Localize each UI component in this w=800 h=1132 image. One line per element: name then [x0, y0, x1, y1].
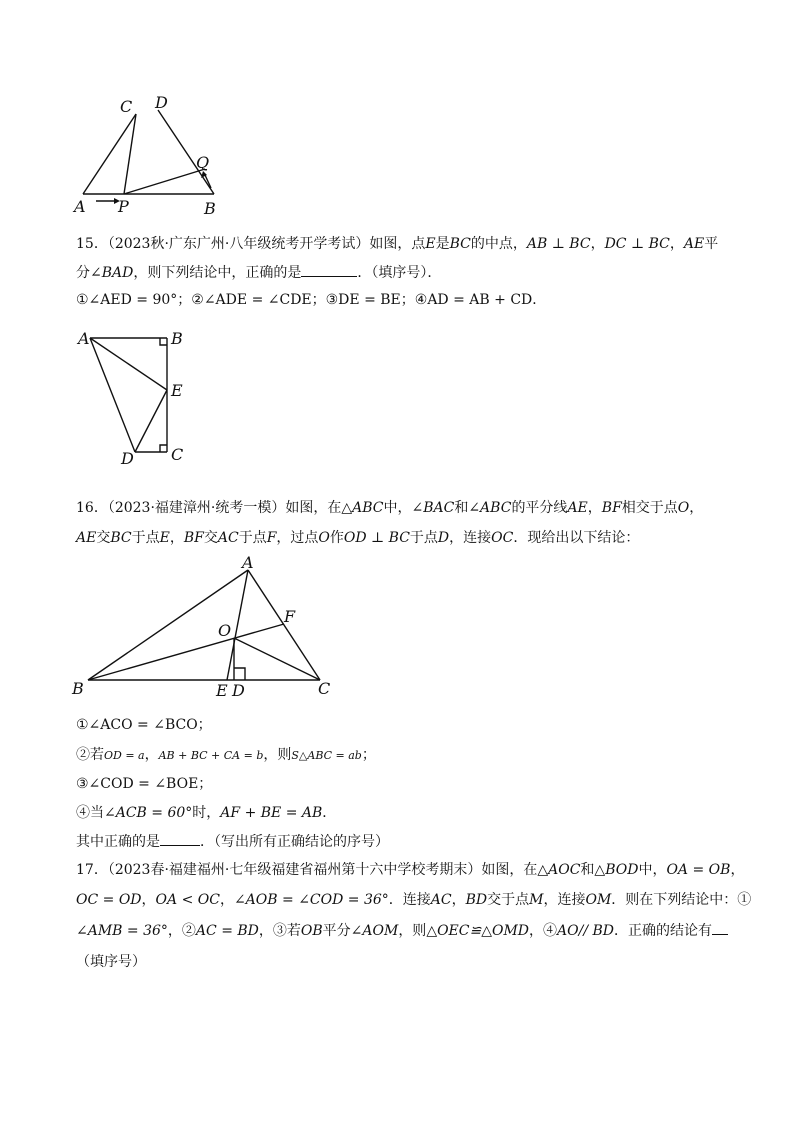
q15-label-a: A: [78, 329, 90, 348]
q16-answer-blank[interactable]: [160, 831, 200, 846]
q15-options: ①∠AED = 90°；②∠ADE = ∠CDE；③DE = BE；④AD = AB + CD．: [76, 292, 547, 308]
q17-answer-blank[interactable]: [712, 920, 728, 935]
q15-label-d: D: [121, 449, 134, 468]
q16-label-c: C: [318, 679, 331, 698]
q17-line-4: （填序号）: [76, 954, 146, 970]
q15-label-b: B: [171, 329, 183, 348]
q16-conclusion-2: ②若OD = a，AB + BC + CA = b，则S△ABC = ab；: [76, 747, 376, 763]
point-label-c: C: [120, 97, 133, 116]
q16-conclusion-4: ④当∠ACB = 60°时，AF + BE = AB．: [76, 805, 337, 821]
q15-label-e: E: [171, 381, 183, 400]
q16-line-2: AE交BC于点E，BF交AC于点F，过点O作OD ⊥ BC于点D，连接OC．现给出以下结论：: [76, 530, 640, 546]
figure-16-diagram: [68, 553, 348, 701]
q16-line-1: 16．（2023·福建漳州·统考一模）如图，在△ABC中，∠BAC和∠ABC的平分线AE，BF相交于点O，: [76, 500, 704, 516]
q16-conclusion-3: ③∠COD = ∠BOE；: [76, 776, 213, 792]
point-label-b: B: [204, 199, 216, 218]
q15-label-c: C: [171, 445, 184, 464]
figure-14-diagram: [70, 90, 230, 220]
q16-label-o: O: [218, 621, 232, 640]
point-label-d: D: [155, 93, 168, 112]
q16-label-e: E: [216, 681, 228, 700]
q16-label-b: B: [72, 679, 84, 698]
q16-conclusion-1: ①∠ACO = ∠BCO；: [76, 717, 212, 733]
q15-line-1: 15．（2023秋·广东广州·八年级统考开学考试）如图，点E是BC的中点，AB ⊥ BC，DC ⊥ BC，AE平: [76, 236, 719, 252]
point-label-a: A: [74, 197, 86, 216]
q15-answer-blank[interactable]: [301, 262, 357, 277]
q17-line-1: 17．（2023春·福建福州·七年级福建省福州第十六中学校考期末）如图，在△AOC和△BOD中，OA = OB，: [76, 862, 745, 878]
q17-line-3: ∠AMB = 36°，②AC = BD，③若OB平分∠AOM，则△OEC≌△OMD，④AO// BD．正确的结论有: [76, 920, 728, 941]
q17-line-2: OC = OD，OA < OC，∠AOB = ∠COD = 36°．连接AC，BD交于点M，连接OM．则在下列结论中：①: [76, 892, 752, 908]
figure-15-diagram: [72, 326, 192, 470]
q16-ask: 其中正确的是 ．（写出所有正确结论的序号）: [76, 831, 389, 852]
point-label-q: Q: [196, 153, 210, 172]
q16-label-f: F: [284, 607, 296, 626]
point-label-p: P: [118, 197, 129, 216]
q16-label-a: A: [242, 553, 254, 572]
q16-label-d: D: [232, 681, 245, 700]
q15-line-2: 分∠BAD，则下列结论中，正确的是 ．（填序号）．: [76, 262, 441, 283]
